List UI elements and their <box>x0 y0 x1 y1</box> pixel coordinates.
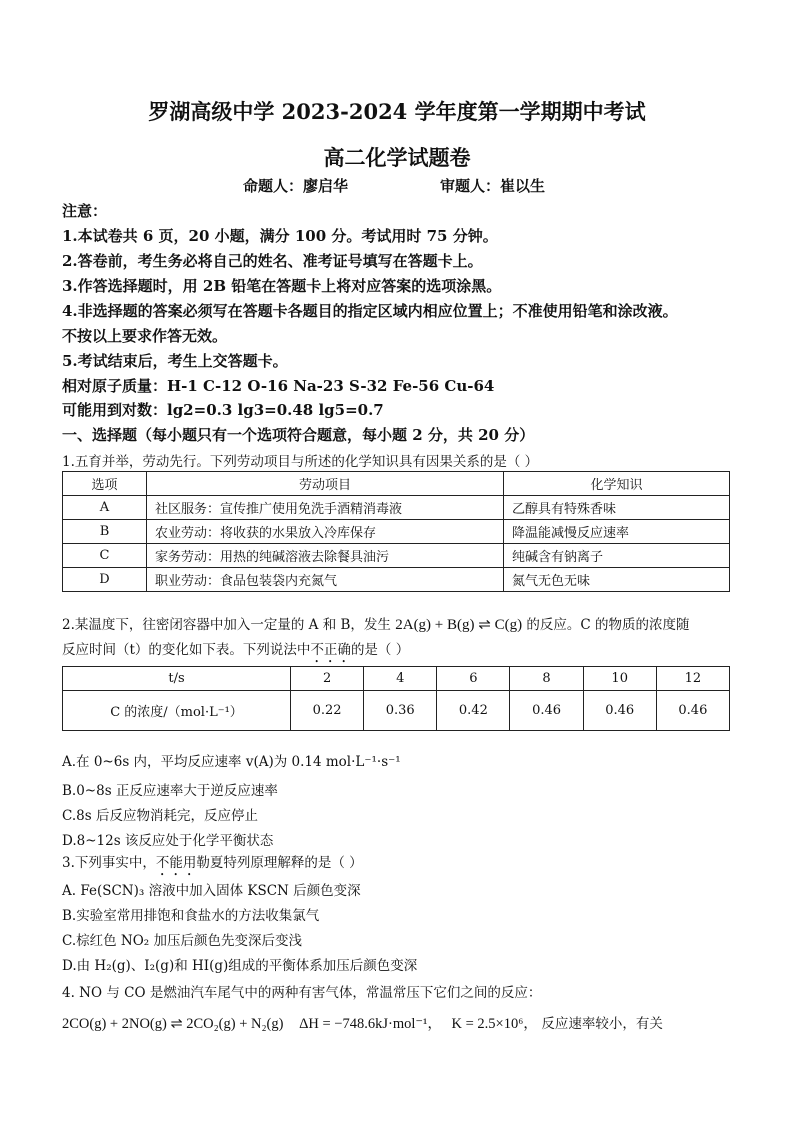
option-cell: D <box>63 568 147 592</box>
q2-stem2-b: 的是（ ） <box>350 642 410 658</box>
table-row <box>63 667 730 691</box>
time-cell: 12 <box>656 667 729 691</box>
table-header-row <box>63 472 730 496</box>
concentration-cell: 0.42 <box>437 691 510 731</box>
q2-stem-line1 <box>62 613 690 634</box>
concentration-cell: 0.22 <box>291 691 364 731</box>
q4-constant: K = 2.5×10⁶， <box>451 1016 538 1032</box>
q4-stem: 4. NO 与 CO 是燃油汽车尾气中的两种有害气体，常温常压下它们之间的反应： <box>62 985 542 1001</box>
q2-stem-b: 的反应。C 的物质的浓度随 <box>526 617 690 633</box>
time-cell: 8 <box>510 667 583 691</box>
note-item: 1.本试卷共 6 页，20 小题，满分 100 分。考试用时 75 分钟。 <box>62 227 498 245</box>
q3-option: D.由 H₂(g)、I₂(g)和 HI(g)组成的平衡体系加压后颜色变深 <box>62 958 418 974</box>
concentration-cell: 0.46 <box>583 691 656 731</box>
time-label-cell: t/s <box>63 667 291 691</box>
q3-stem-b: 勒夏特列原理解释的是（ ） <box>196 855 363 871</box>
table-row <box>63 568 730 592</box>
q2-option: D.8~12s 该反应处于化学平衡状态 <box>62 833 274 849</box>
q1-table <box>62 471 730 592</box>
q3-option: A. Fe(SCN)₃ 溶液中加入固体 KSCN 后颜色变深 <box>62 883 361 899</box>
note-item: 2.答卷前，考生务必将自己的姓名、准考证号填写在答题卡上。 <box>62 252 483 270</box>
q1-stem: 1.五育并举，劳动先行。下列劳动项目与所述的化学知识具有因果关系的是（ ） <box>62 454 539 470</box>
q4-equation: 2CO(g) + 2NO(g) ⇌ 2CO₂(g) + N₂(g) <box>62 1016 284 1032</box>
labor-cell: 社区服务：宣传推广使用免洗手酒精消毒液 <box>147 496 504 520</box>
concentration-cell: 0.46 <box>510 691 583 731</box>
labor-cell: 职业劳动：食品包装袋内充氮气 <box>147 568 504 592</box>
q2-emphasis: 不正确 <box>310 642 351 658</box>
concentration-cell: 0.36 <box>364 691 437 731</box>
q4-tail: 反应速率较小，有关 <box>541 1016 663 1032</box>
time-cell: 6 <box>437 667 510 691</box>
q3-option: C.棕红色 NO₂ 加压后颜色先变深后变浅 <box>62 933 303 949</box>
time-cell: 2 <box>291 667 364 691</box>
table-row <box>63 520 730 544</box>
header-cell: 劳动项目 <box>147 472 504 496</box>
note-item: 5.考试结束后，考生上交答题卡。 <box>62 352 288 370</box>
q2-stem-line2 <box>62 638 409 666</box>
header-cell: 化学知识 <box>504 472 730 496</box>
q2-equation: 2A(g) + B(g) ⇌ C(g) <box>395 617 523 633</box>
log-values-line: 可能用到对数：lg2=0.3 lg3=0.48 lg5=0.7 <box>62 401 384 419</box>
knowledge-cell: 乙醇具有特殊香味 <box>504 496 730 520</box>
exam-title: 罗湖高级中学 2023-2024 学年度第一学期期中考试 <box>148 99 646 124</box>
table-row <box>63 496 730 520</box>
q3-emphasis: 不能用 <box>155 855 197 871</box>
q2-table <box>62 666 730 731</box>
header-cell: 选项 <box>63 472 147 496</box>
knowledge-cell: 纯碱含有钠离子 <box>504 544 730 568</box>
section-heading: 一、选择题（每小题只有一个选项符合题意，每小题 2 分，共 20 分） <box>62 426 535 444</box>
option-cell: C <box>63 544 147 568</box>
q2-stem-a: 2.某温度下，往密闭容器中加入一定量的 A 和 B，发生 <box>62 617 391 633</box>
q3-stem <box>62 851 363 879</box>
time-cell: 4 <box>364 667 437 691</box>
labor-cell: 农业劳动：将收获的水果放入冷库保存 <box>147 520 504 544</box>
exam-subtitle: 高二化学试题卷 <box>323 145 471 170</box>
reviewer-line: 审题人：崔以生 <box>440 177 546 195</box>
knowledge-cell: 降温能减慢反应速率 <box>504 520 730 544</box>
knowledge-cell: 氮气无色无味 <box>504 568 730 592</box>
q4-enthalpy: ΔH = −748.6kJ·mol⁻¹， <box>299 1016 442 1032</box>
concentration-label-cell: C 的浓度/（mol·L⁻¹） <box>63 691 291 731</box>
q2-option: A.在 0~6s 内，平均反应速率 v(A)为 0.14 mol·L⁻¹·s⁻¹ <box>62 754 401 770</box>
option-cell: B <box>63 520 147 544</box>
q2-option: B.0~8s 正反应速率大于逆反应速率 <box>62 783 278 799</box>
note-item: 3.作答选择题时，用 2B 铅笔在答题卡上将对应答案的选项涂黑。 <box>62 277 502 295</box>
q2-stem2-a: 反应时间（t）的变化如下表。下列说法中 <box>62 642 311 658</box>
author-line: 命题人：廖启华 <box>243 177 349 195</box>
q3-stem-a: 3.下列事实中， <box>62 855 156 871</box>
atomic-mass-line: 相对原子质量：H-1 C-12 O-16 Na-23 S-32 Fe-56 Cu-64 <box>62 377 495 395</box>
table-row <box>63 691 730 731</box>
concentration-cell: 0.46 <box>656 691 729 731</box>
option-cell: A <box>63 496 147 520</box>
notes-label: 注意： <box>62 202 108 220</box>
table-row <box>63 544 730 568</box>
labor-cell: 家务劳动：用热的纯碱溶液去除餐具油污 <box>147 544 504 568</box>
q3-option: B.实验室常用排饱和食盐水的方法收集氯气 <box>62 908 320 924</box>
q4-equation-line <box>62 1012 663 1033</box>
q2-option: C.8s 后反应物消耗完，反应停止 <box>62 808 258 824</box>
time-cell: 10 <box>583 667 656 691</box>
note-item: 不按以上要求作答无效。 <box>62 327 228 345</box>
note-item: 4.非选择题的答案必须写在答题卡各题目的指定区域内相应位置上；不准使用铅笔和涂改液。 <box>62 302 678 320</box>
